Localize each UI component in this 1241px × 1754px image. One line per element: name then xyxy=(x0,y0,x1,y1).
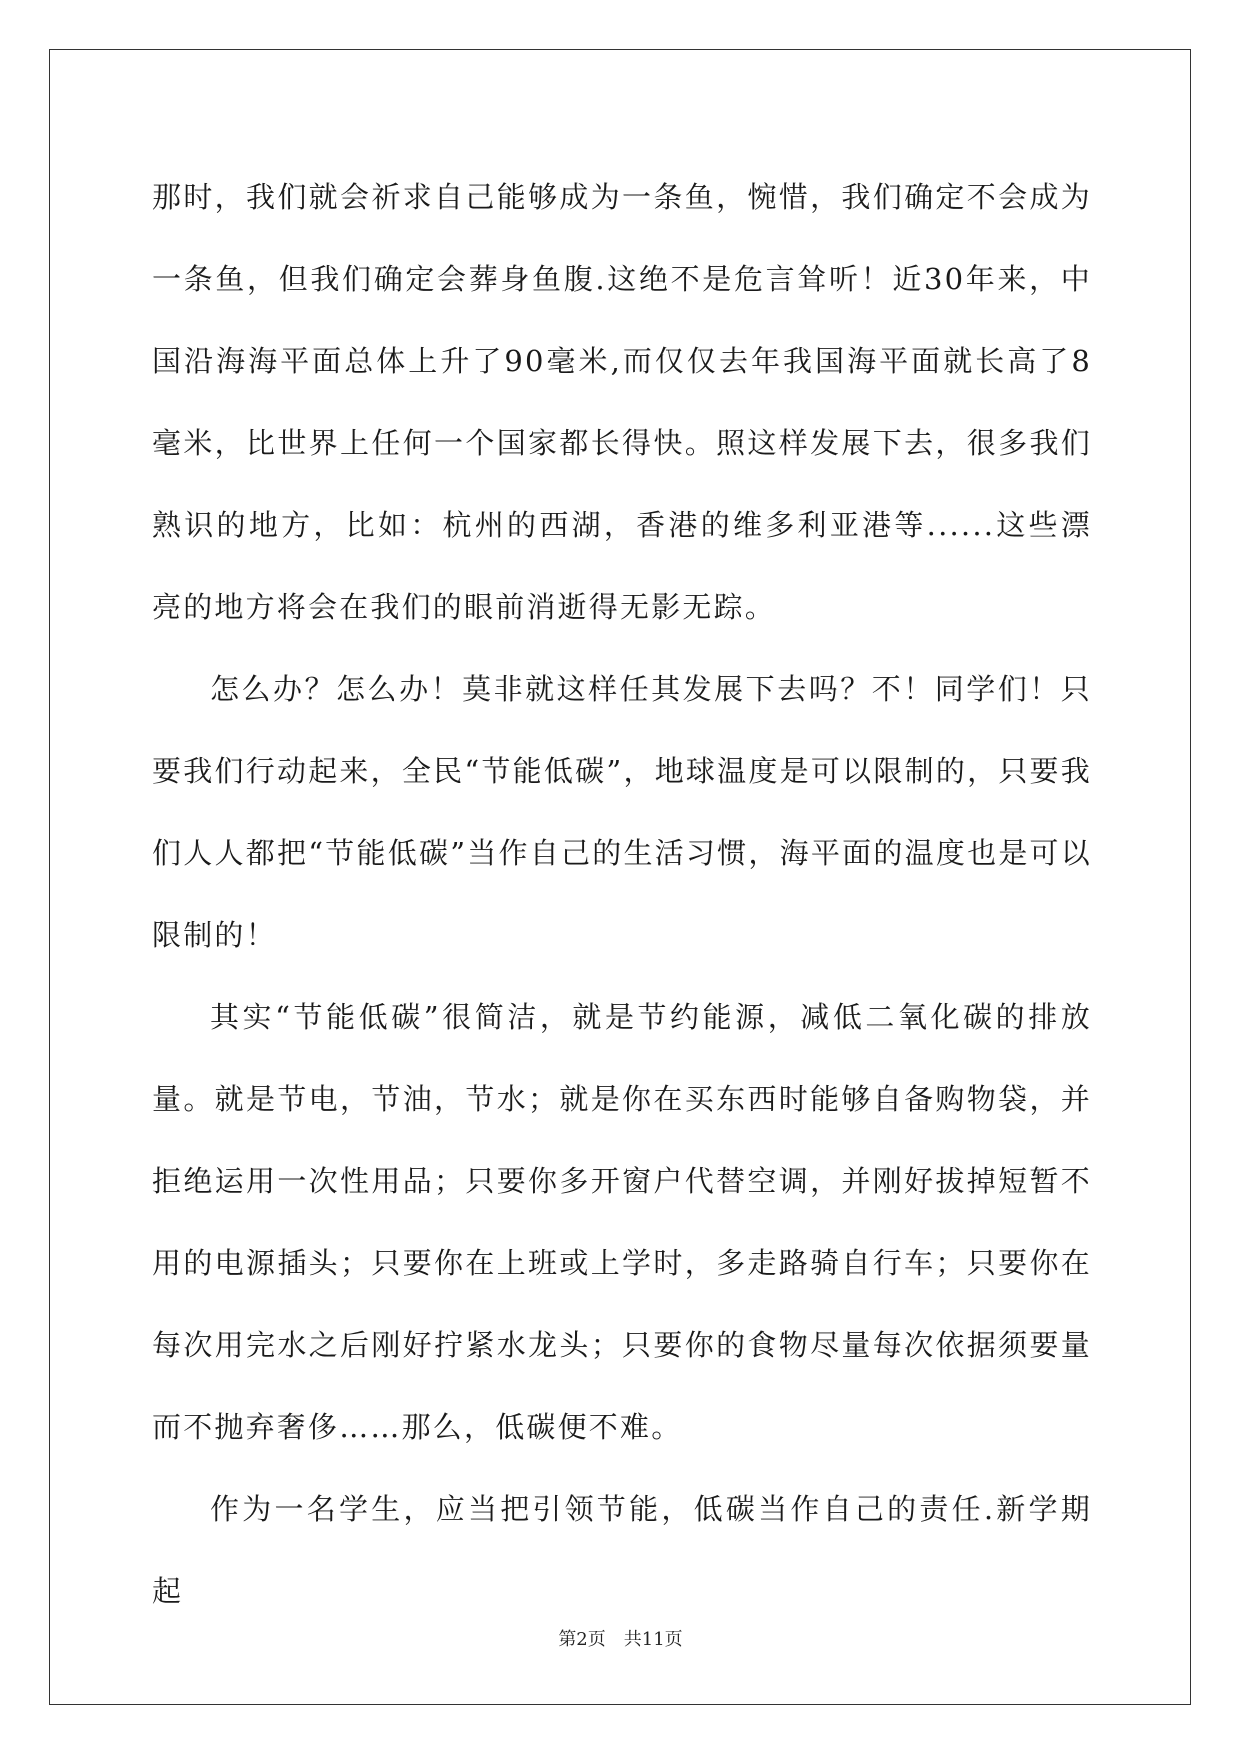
document-body xyxy=(152,156,1092,1632)
page-total: 共11页 xyxy=(623,1629,683,1650)
paragraph-3: 其实“节能低碳”很简洁，就是节约能源，减低二氧化碳的排放量。就是节电，节油，节水；就是你在买东西时能够自备购物袋，并拒绝运用一次性用品；只要你多开窗户代替空调，并刚好拔掉短暂不用的电源插头；只要你在上班或上学时，多走路骑自行车；只要你在每次用完水之后刚好拧紧水龙头；只要你的食物尽量每次依据须要量而不抛弃奢侈……那么，低碳便不难。 xyxy=(152,1000,1092,1444)
page-number: 第2页 xyxy=(558,1629,606,1650)
paragraph-4: 作为一名学生，应当把引领节能，低碳当作自己的责任.新学期起 xyxy=(152,1492,1092,1608)
paragraph-1: 那时，我们就会祈求自己能够成为一条鱼，惋惜，我们确定不会成为一条鱼，但我们确定会葬身鱼腹.这绝不是危言耸听！近30年来，中国沿海海平面总体上升了90毫米,而仅仅去年我国海平面就长高了8毫米，比世界上任何一个国家都长得快。照这样发展下去，很多我们熟识的地方，比如：杭州的西湖，香港的维多利亚港等......这些漂亮的地方将会在我们的眼前消逝得无影无踪。 xyxy=(152,180,1092,624)
paragraph-2: 怎么办？怎么办！莫非就这样任其发展下去吗？不！同学们！只要我们行动起来，全民“节能低碳”，地球温度是可以限制的，只要我们人人都把“节能低碳”当作自己的生活习惯，海平面的温度也是可以限制的！ xyxy=(152,672,1092,952)
page-footer xyxy=(0,1625,1241,1651)
